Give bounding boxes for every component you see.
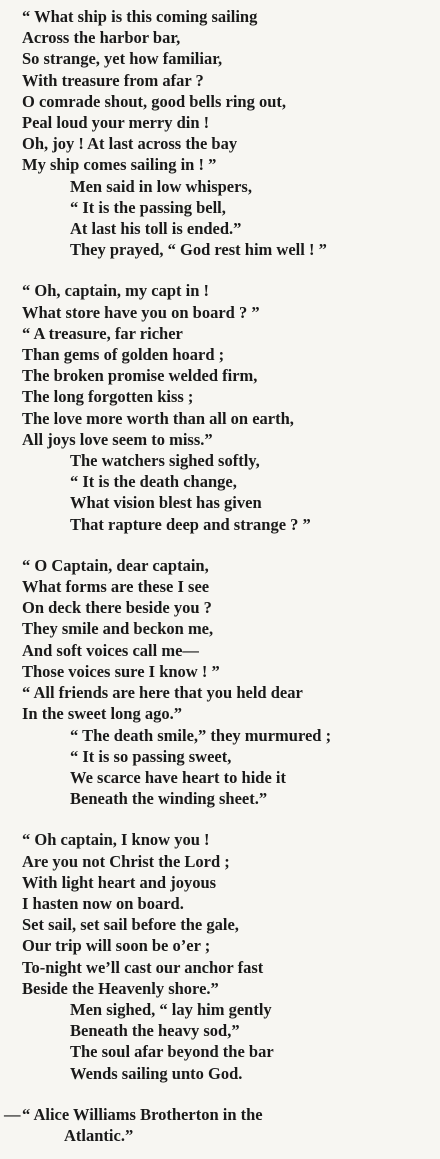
- poem-line: Peal loud your merry din !: [22, 113, 210, 133]
- poem-line: Across the harbor bar,: [22, 28, 181, 48]
- poem-line: My ship comes sailing in ! ”: [22, 155, 217, 175]
- poem-line: With treasure from afar ?: [22, 70, 204, 90]
- stanza: [22, 555, 440, 809]
- poem-line: Men sighed, “ lay him gently: [70, 999, 272, 1019]
- attribution-line-1: “ Alice Williams Brotherton in the: [22, 1104, 263, 1124]
- attribution: [4, 1104, 440, 1146]
- poem-line: “ O Captain, dear captain,: [22, 555, 209, 575]
- poem-line: At last his toll is ended.”: [70, 219, 242, 239]
- poem-line: They prayed, “ God rest him well ! ”: [70, 240, 327, 260]
- poem-line: Men said in low whispers,: [70, 176, 252, 196]
- stanza: [22, 6, 440, 260]
- stanza: [22, 829, 440, 1083]
- poem-line: Are you not Christ the Lord ;: [22, 851, 230, 871]
- attribution-line-2: Atlantic.”: [64, 1125, 134, 1145]
- poem-line: Beneath the heavy sod,”: [70, 1021, 240, 1041]
- poem-line: With light heart and joyous: [22, 872, 217, 892]
- poem-line: The long forgotten kiss ;: [22, 387, 194, 407]
- poem-line: The soul afar beyond the bar: [70, 1042, 274, 1062]
- poem-stanzas: [22, 6, 440, 1084]
- poem-line: They smile and beckon me,: [22, 619, 214, 639]
- poem-line: “ What ship is this coming sailing: [22, 7, 258, 26]
- poem-line: “ The death smile,” they murmured ;: [70, 725, 332, 745]
- poem-line: All joys love seem to miss.”: [22, 429, 213, 449]
- poem-line: Beneath the winding sheet.”: [70, 789, 268, 809]
- poem-line: Those voices sure I know ! ”: [22, 661, 220, 681]
- poem-line: What forms are these I see: [22, 577, 210, 597]
- poem-line: I hasten now on board.: [22, 893, 184, 913]
- poem-line: “ All friends are here that you held dear: [22, 683, 303, 703]
- poem-line: The broken promise welded firm,: [22, 366, 258, 386]
- poem-line: Our trip will soon be o’er ;: [22, 936, 211, 956]
- poem-line: Wends sailing unto God.: [70, 1063, 243, 1083]
- poem-line: Beside the Heavenly shore.”: [22, 978, 219, 998]
- attribution-dash: —: [4, 1104, 21, 1124]
- poem-line: The watchers sighed softly,: [70, 451, 260, 471]
- poem-line: “ It is the passing bell,: [70, 197, 226, 217]
- poem-line: “ Oh, captain, my capt in !: [22, 281, 210, 301]
- poem-line: Set sail, set sail before the gale,: [22, 915, 239, 935]
- poem-line: And soft voices call me—: [22, 640, 199, 660]
- poem-line: That rapture deep and strange ? ”: [70, 514, 311, 534]
- poem-line: “ It is so passing sweet,: [70, 746, 232, 766]
- poem-line: What store have you on board ? ”: [22, 302, 260, 322]
- poem-line: So strange, yet how familiar,: [22, 49, 223, 69]
- poem-line: What vision blest has given: [70, 493, 262, 513]
- poem-line: In the sweet long ago.”: [22, 704, 182, 724]
- poem-line: “ Oh captain, I know you !: [22, 830, 210, 850]
- poem-line: O comrade shout, good bells ring out,: [22, 91, 287, 111]
- poem-line: On deck there beside you ?: [22, 598, 212, 618]
- poem-line: “ It is the death change,: [70, 472, 237, 492]
- poem-line: We scarce have heart to hide it: [70, 767, 286, 787]
- poem-line: Oh, joy ! At last across the bay: [22, 134, 238, 154]
- poem-line: To-night we’ll cast our anchor fast: [22, 957, 264, 977]
- poem-line: “ A treasure, far richer: [22, 323, 183, 343]
- poem-line: The love more worth than all on earth,: [22, 408, 294, 428]
- poem-line: Than gems of golden hoard ;: [22, 345, 225, 365]
- stanza: [22, 280, 440, 534]
